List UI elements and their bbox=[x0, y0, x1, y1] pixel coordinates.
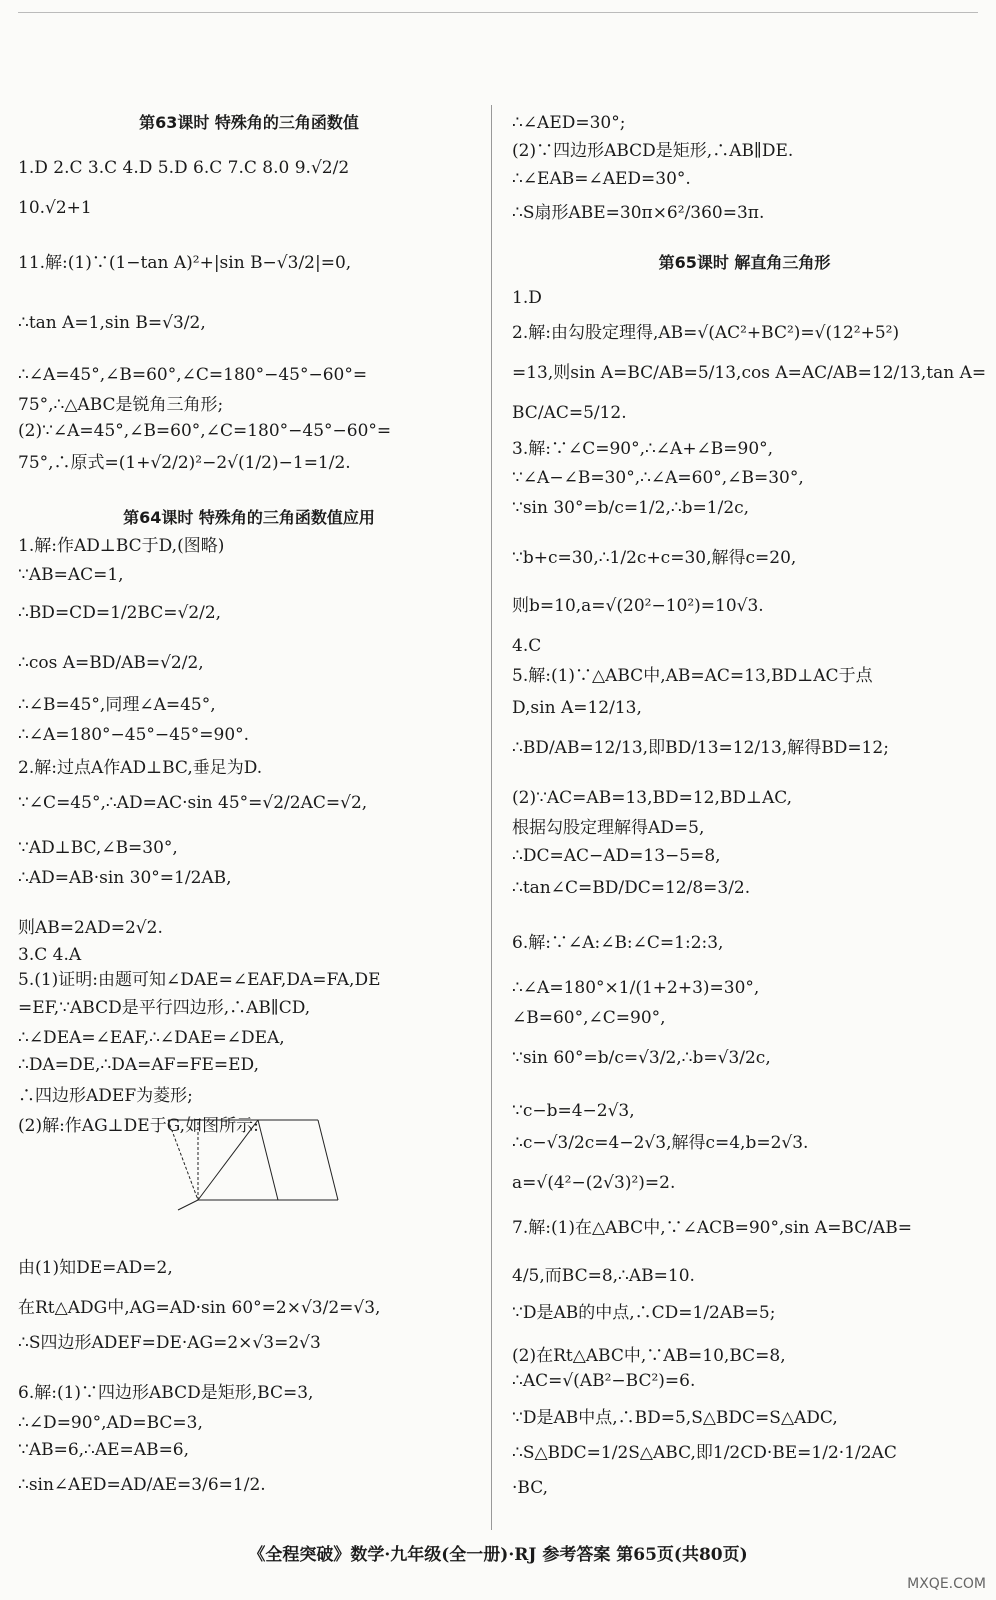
answer-line: ∴S△BDC=1/2S△ABC,即1/2CD·BE=1/2·1/2AC bbox=[512, 1443, 897, 1463]
answer-line: 在Rt△ADG中,AG=AD·sin 60°=2×√3/2=√3, bbox=[18, 1298, 381, 1318]
answer-line: 10.√2+1 bbox=[18, 198, 92, 218]
answer-line: ∴BD=CD=1/2BC=√2/2, bbox=[18, 603, 222, 623]
answer-line: ∴∠B=45°,同理∠A=45°, bbox=[18, 695, 216, 715]
answer-line: ∴四边形ADEF为菱形; bbox=[18, 1086, 193, 1106]
answer-line: ∴BD/AB=12/13,即BD/13=12/13,解得BD=12; bbox=[512, 738, 889, 758]
answer-line: 2.解:过点A作AD⊥BC,垂足为D. bbox=[18, 758, 263, 778]
answer-line: ∴∠A=180°−45°−45°=90°. bbox=[18, 725, 250, 745]
answer-line: D,sin A=12/13, bbox=[512, 698, 642, 718]
parallelogram-figure bbox=[158, 1100, 358, 1220]
column-divider bbox=[491, 105, 492, 1530]
top-rule bbox=[18, 12, 978, 13]
answer-line: 6.解:∵∠A:∠B:∠C=1:2:3, bbox=[512, 933, 724, 953]
answer-line: 由(1)知DE=AD=2, bbox=[18, 1258, 173, 1278]
answer-line: 则b=10,a=√(20²−10²)=10√3. bbox=[512, 596, 764, 616]
answer-line: 7.解:(1)在△ABC中,∵∠ACB=90°,sin A=BC/AB= bbox=[512, 1218, 912, 1238]
answer-line: 1.解:作AD⊥BC于D,(图略) bbox=[18, 536, 225, 556]
answer-line: ∴cos A=BD/AB=√2/2, bbox=[18, 653, 204, 673]
answer-line: 4/5,而BC=8,∴AB=10. bbox=[512, 1266, 695, 1286]
answer-line: 75°,∴原式=(1+√2/2)²−2√(1/2)−1=1/2. bbox=[18, 453, 351, 473]
answer-line: 11.解:(1)∵(1−tan A)²+|sin B−√3/2|=0, bbox=[18, 253, 352, 273]
answer-line: ∴∠A=45°,∠B=60°,∠C=180°−45°−60°= bbox=[18, 365, 368, 385]
section-heading: 第63课时 特殊角的三角函数值 bbox=[139, 113, 359, 132]
answer-line: ∴AD=AB·sin 30°=1/2AB, bbox=[18, 868, 232, 888]
answer-line: ∵sin 60°=b/c=√3/2,∴b=√3/2c, bbox=[512, 1048, 771, 1068]
answer-line: ∵b+c=30,∴1/2c+c=30,解得c=20, bbox=[512, 548, 797, 568]
page-footer: 《全程突破》数学·九年级(全一册)·RJ 参考答案 第65页(共80页) bbox=[248, 1545, 748, 1565]
section-heading: 第64课时 特殊角的三角函数值应用 bbox=[123, 508, 375, 527]
answer-line: 75°,∴△ABC是锐角三角形; bbox=[18, 395, 224, 415]
answer-line: (2)∵∠A=45°,∠B=60°,∠C=180°−45°−60°= bbox=[18, 421, 392, 441]
answer-line: ∴∠D=90°,AD=BC=3, bbox=[18, 1413, 203, 1433]
answer-line: 1.D 2.C 3.C 4.D 5.D 6.C 7.C 8.0 9.√2/2 bbox=[18, 158, 350, 178]
answer-line: ∵∠C=45°,∴AD=AC·sin 45°=√2/2AC=√2, bbox=[18, 793, 368, 813]
answer-line: ∠B=60°,∠C=90°, bbox=[512, 1008, 666, 1028]
answer-line: ∵∠A−∠B=30°,∴∠A=60°,∠B=30°, bbox=[512, 468, 804, 488]
answer-line: ∴DC=AC−AD=13−5=8, bbox=[512, 846, 721, 866]
answer-line: ∴sin∠AED=AD/AE=3/6=1/2. bbox=[18, 1475, 266, 1495]
answer-line: ∵sin 30°=b/c=1/2,∴b=1/2c, bbox=[512, 498, 750, 518]
answer-line: 6.解:(1)∵四边形ABCD是矩形,BC=3, bbox=[18, 1383, 314, 1403]
answer-line: (2)在Rt△ABC中,∵AB=10,BC=8, bbox=[512, 1346, 786, 1366]
answer-line: ∵AB=6,∴AE=AB=6, bbox=[18, 1440, 190, 1460]
answer-line: a=√(4²−(2√3)²)=2. bbox=[512, 1173, 676, 1193]
answer-line: ∴tan∠C=BD/DC=12/8=3/2. bbox=[512, 878, 751, 898]
answer-line: ∴∠EAB=∠AED=30°. bbox=[512, 169, 691, 189]
answer-line: =13,则sin A=BC/AB=5/13,cos A=AC/AB=12/13,tan A= bbox=[512, 363, 987, 383]
answer-line: ∵c−b=4−2√3, bbox=[512, 1101, 635, 1121]
site-watermark: MXQE.COM bbox=[907, 1576, 986, 1592]
answer-line: (2)解:作AG⊥DE于G,如图所示: bbox=[18, 1116, 259, 1136]
answer-line: ∵D是AB中点,∴BD=5,S△BDC=S△ADC, bbox=[512, 1408, 838, 1428]
answer-line: ∴AC=√(AB²−BC²)=6. bbox=[512, 1371, 696, 1391]
answer-line: ∴S四边形ADEF=DE·AG=2×√3=2√3 bbox=[18, 1333, 321, 1353]
answer-line: ∴tan A=1,sin B=√3/2, bbox=[18, 313, 206, 333]
answer-line: ∴S扇形ABE=30π×6²/360=3π. bbox=[512, 203, 765, 223]
answer-line: BC/AC=5/12. bbox=[512, 403, 627, 423]
answer-line: 4.C bbox=[512, 636, 542, 656]
answer-line: 根据勾股定理解得AD=5, bbox=[512, 818, 705, 838]
answer-line: ∴DA=DE,∴DA=AF=FE=ED, bbox=[18, 1055, 259, 1075]
answer-line: 3.解:∵∠C=90°,∴∠A+∠B=90°, bbox=[512, 439, 774, 459]
answer-line: 3.C 4.A bbox=[18, 945, 82, 965]
answer-line: ∵AB=AC=1, bbox=[18, 565, 124, 585]
answer-line: 2.解:由勾股定理得,AB=√(AC²+BC²)=√(12²+5²) bbox=[512, 323, 900, 343]
answer-line: 5.(1)证明:由题可知∠DAE=∠EAF,DA=FA,DE bbox=[18, 970, 381, 990]
answer-line: 5.解:(1)∵△ABC中,AB=AC=13,BD⊥AC于点 bbox=[512, 666, 873, 686]
answer-line: 则AB=2AD=2√2. bbox=[18, 918, 163, 938]
answer-line: =EF,∵ABCD是平行四边形,∴AB∥CD, bbox=[18, 998, 311, 1018]
answer-line: (2)∵AC=AB=13,BD=12,BD⊥AC, bbox=[512, 788, 793, 808]
answer-line: ∵D是AB的中点,∴CD=1/2AB=5; bbox=[512, 1303, 776, 1323]
answer-line: ∴∠DEA=∠EAF,∴∠DAE=∠DEA, bbox=[18, 1028, 285, 1048]
section-heading: 第65课时 解直角三角形 bbox=[658, 253, 831, 272]
answer-line: ∴c−√3/2c=4−2√3,解得c=4,b=2√3. bbox=[512, 1133, 809, 1153]
answer-line: ·BC, bbox=[512, 1478, 549, 1498]
answer-line: ∵AD⊥BC,∠B=30°, bbox=[18, 838, 178, 858]
answer-line: ∴∠AED=30°; bbox=[512, 113, 626, 133]
answer-line: ∴∠A=180°×1/(1+2+3)=30°, bbox=[512, 978, 760, 998]
answer-line: 1.D bbox=[512, 288, 542, 308]
answer-line: (2)∵四边形ABCD是矩形,∴AB∥DE. bbox=[512, 141, 794, 161]
